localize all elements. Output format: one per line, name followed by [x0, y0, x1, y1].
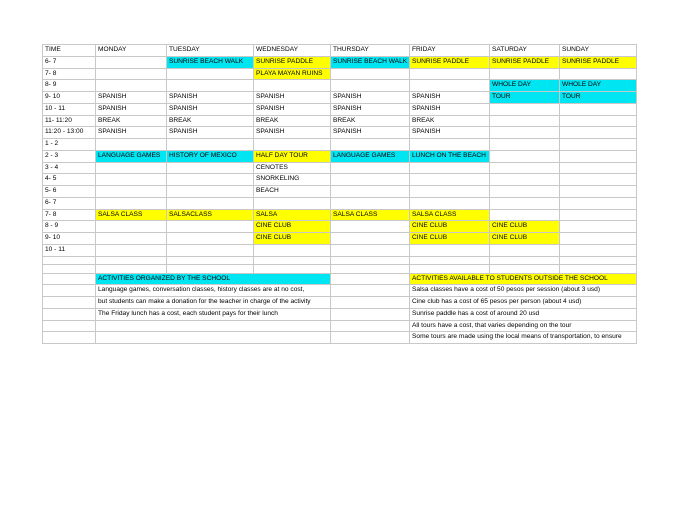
schedule-cell[interactable]: SPANISH: [96, 92, 167, 104]
schedule-cell[interactable]: WHOLE DAY: [490, 80, 560, 92]
schedule-cell[interactable]: BREAK: [410, 115, 490, 127]
header-cell[interactable]: FRIDAY: [410, 45, 490, 57]
schedule-cell[interactable]: LUNCH ON THE BEACH: [410, 150, 490, 162]
empty-cell[interactable]: [167, 265, 254, 274]
schedule-row: [43, 233, 637, 245]
empty-cell[interactable]: [331, 256, 410, 265]
empty-cell[interactable]: [331, 273, 410, 285]
schedule-cell[interactable]: [410, 244, 490, 256]
schedule-cell[interactable]: [96, 197, 167, 209]
schedule-cell[interactable]: [96, 80, 167, 92]
schedule-cell[interactable]: SPANISH: [410, 127, 490, 139]
schedule-cell[interactable]: [560, 186, 637, 198]
time-cell[interactable]: 11- 11:20: [43, 115, 96, 127]
notes-row: [43, 297, 637, 309]
time-cell[interactable]: 4- 5: [43, 174, 96, 186]
empty-cell[interactable]: [43, 297, 96, 309]
header-cell[interactable]: MONDAY: [96, 45, 167, 57]
schedule-cell[interactable]: HISTORY OF MEXICO: [167, 150, 254, 162]
schedule-cell[interactable]: [560, 115, 637, 127]
header-cell[interactable]: WEDNESDAY: [254, 45, 331, 57]
empty-cell[interactable]: [560, 256, 637, 265]
schedule-cell[interactable]: [490, 150, 560, 162]
empty-cell[interactable]: [43, 273, 96, 285]
schedule-cell[interactable]: BREAK: [254, 115, 331, 127]
schedule-cell[interactable]: [560, 139, 637, 151]
schedule-row: [43, 103, 637, 115]
header-cell[interactable]: TIME: [43, 45, 96, 57]
notes-row: [43, 320, 637, 332]
schedule-row: [43, 209, 637, 221]
empty-cell[interactable]: [331, 332, 410, 344]
schedule-row: [43, 197, 637, 209]
schedule-cell[interactable]: [490, 139, 560, 151]
school-note[interactable]: The Friday lunch has a cost, each student pays for their lunch: [96, 308, 331, 320]
schedule-cell[interactable]: [167, 221, 254, 233]
schedule-cell[interactable]: [490, 115, 560, 127]
empty-cell[interactable]: [331, 308, 410, 320]
schedule-cell[interactable]: [96, 221, 167, 233]
schedule-cell[interactable]: CENOTES: [254, 162, 331, 174]
schedule-cell[interactable]: [167, 197, 254, 209]
schedule-cell[interactable]: [410, 139, 490, 151]
schedule-cell[interactable]: SPANISH: [167, 103, 254, 115]
empty-cell[interactable]: [560, 265, 637, 274]
schedule-row: [43, 68, 637, 80]
blank-row: [43, 256, 637, 265]
schedule-cell[interactable]: [560, 68, 637, 80]
time-cell[interactable]: 6- 7: [43, 56, 96, 68]
schedule-cell[interactable]: [490, 186, 560, 198]
header-cell[interactable]: THURSDAY: [331, 45, 410, 57]
empty-cell[interactable]: [43, 285, 96, 297]
schedule-cell[interactable]: [490, 103, 560, 115]
schedule-cell[interactable]: [96, 233, 167, 245]
schedule-cell[interactable]: CINE CLUB: [410, 221, 490, 233]
schedule-cell[interactable]: SPANISH: [254, 92, 331, 104]
schedule-cell[interactable]: [560, 221, 637, 233]
schedule-cell[interactable]: HALF DAY TOUR: [254, 150, 331, 162]
schedule-cell[interactable]: [167, 162, 254, 174]
schedule-cell[interactable]: [560, 103, 637, 115]
schedule-cell[interactable]: CINE CLUB: [490, 221, 560, 233]
time-cell[interactable]: 8- 9: [43, 80, 96, 92]
schedule-cell[interactable]: SUNRISE PADDLE: [410, 56, 490, 68]
time-cell[interactable]: 9- 10: [43, 233, 96, 245]
schedule-cell[interactable]: SPANISH: [96, 103, 167, 115]
schedule-row: [43, 186, 637, 198]
empty-cell[interactable]: [167, 256, 254, 265]
outside-activities-title[interactable]: ACTIVITIES AVAILABLE TO STUDENTS OUTSIDE THE SCHOOL: [410, 273, 637, 285]
time-cell[interactable]: 10 - 11: [43, 103, 96, 115]
schedule-cell[interactable]: [490, 197, 560, 209]
schedule-row: [43, 56, 637, 68]
time-cell[interactable]: 9- 10: [43, 92, 96, 104]
schedule-cell[interactable]: LANGUAGE GAMES: [331, 150, 410, 162]
schedule-cell[interactable]: [560, 150, 637, 162]
schedule-cell[interactable]: SUNRISE PADDLE: [254, 56, 331, 68]
schedule-cell[interactable]: WHOLE DAY: [560, 80, 637, 92]
schedule-row: [43, 162, 637, 174]
schedule-cell[interactable]: SNORKELING: [254, 174, 331, 186]
empty-cell[interactable]: [490, 265, 560, 274]
schedule-cell[interactable]: SALSA CLASS: [331, 209, 410, 221]
schedule-cell[interactable]: [96, 174, 167, 186]
schedule-cell[interactable]: SPANISH: [331, 92, 410, 104]
schedule-cell[interactable]: BREAK: [331, 115, 410, 127]
schedule-cell[interactable]: [167, 80, 254, 92]
time-cell[interactable]: 1 - 2: [43, 139, 96, 151]
schedule-cell[interactable]: CINE CLUB: [254, 233, 331, 245]
empty-cell[interactable]: [331, 265, 410, 274]
empty-cell[interactable]: [43, 332, 96, 344]
outside-note[interactable]: Cine club has a cost of 65 pesos per person (about 4 usd): [410, 297, 637, 309]
notes-row: [43, 308, 637, 320]
school-note[interactable]: [96, 320, 331, 332]
schedule-cell[interactable]: [331, 221, 410, 233]
time-cell[interactable]: 10 - 11: [43, 244, 96, 256]
schedule-cell[interactable]: CINE CLUB: [254, 221, 331, 233]
schedule-cell[interactable]: BREAK: [167, 115, 254, 127]
schedule-cell[interactable]: [410, 68, 490, 80]
schedule-cell[interactable]: [331, 197, 410, 209]
notes-row: [43, 285, 637, 297]
schedule-cell[interactable]: TOUR: [490, 92, 560, 104]
schedule-cell[interactable]: SPANISH: [410, 92, 490, 104]
schedule-cell[interactable]: [560, 233, 637, 245]
schedule-cell[interactable]: SALSA CLASS: [410, 209, 490, 221]
schedule-cell[interactable]: SPANISH: [167, 92, 254, 104]
schedule-cell[interactable]: [490, 174, 560, 186]
time-cell[interactable]: 6- 7: [43, 197, 96, 209]
empty-cell[interactable]: [331, 320, 410, 332]
schedule-cell[interactable]: [410, 80, 490, 92]
schedule-cell[interactable]: [410, 197, 490, 209]
schedule-cell[interactable]: [254, 244, 331, 256]
schedule-cell[interactable]: [331, 244, 410, 256]
schedule-cell[interactable]: SALSA: [254, 209, 331, 221]
schedule-row: [43, 150, 637, 162]
schedule-cell[interactable]: BEACH: [254, 186, 331, 198]
schedule-row: [43, 115, 637, 127]
schedule-cell[interactable]: [96, 139, 167, 151]
schedule-cell[interactable]: [96, 186, 167, 198]
schedule-cell[interactable]: SUNRISE BEACH WALK: [167, 56, 254, 68]
schedule-cell[interactable]: [490, 68, 560, 80]
schedule-row: [43, 139, 637, 151]
schedule-row: [43, 244, 637, 256]
empty-cell[interactable]: [96, 265, 167, 274]
blank-row: [43, 265, 637, 274]
schedule-cell[interactable]: [490, 209, 560, 221]
schedule-cell[interactable]: [490, 244, 560, 256]
schedule-row: [43, 221, 637, 233]
schedule-cell[interactable]: [96, 162, 167, 174]
schedule-cell[interactable]: [167, 174, 254, 186]
empty-cell[interactable]: [43, 265, 96, 274]
schedule-cell[interactable]: SUNRISE PADDLE: [490, 56, 560, 68]
schedule-cell[interactable]: LANGUAGE GAMES: [96, 150, 167, 162]
empty-cell[interactable]: [410, 256, 490, 265]
empty-cell[interactable]: [43, 320, 96, 332]
schedule-cell[interactable]: SPANISH: [331, 103, 410, 115]
schedule-cell[interactable]: SALSA CLASS: [96, 209, 167, 221]
schedule-cell[interactable]: [167, 233, 254, 245]
schedule-cell[interactable]: [96, 56, 167, 68]
school-activities-title[interactable]: ACTIVITIES ORGANIZED BY THE SCHOOL: [96, 273, 331, 285]
schedule-cell[interactable]: [560, 127, 637, 139]
schedule-cell[interactable]: [560, 162, 637, 174]
schedule-cell[interactable]: [410, 162, 490, 174]
schedule-row: [43, 92, 637, 104]
outside-note[interactable]: Sunrise paddle has a cost of around 20 usd: [410, 308, 637, 320]
schedule-cell[interactable]: [167, 186, 254, 198]
schedule-cell[interactable]: [254, 139, 331, 151]
school-note[interactable]: [96, 332, 331, 344]
school-note[interactable]: Language games, conversation classes, history classes are at no cost,: [96, 285, 331, 297]
schedule-cell[interactable]: [560, 197, 637, 209]
time-cell[interactable]: 2 - 3: [43, 150, 96, 162]
schedule-cell[interactable]: [254, 197, 331, 209]
schedule-cell[interactable]: [331, 186, 410, 198]
schedule-cell[interactable]: SPANISH: [410, 103, 490, 115]
schedule-cell[interactable]: [96, 244, 167, 256]
schedule-cell[interactable]: [560, 209, 637, 221]
schedule-table: [42, 44, 637, 344]
schedule-cell[interactable]: [254, 80, 331, 92]
schedule-cell[interactable]: SPANISH: [167, 127, 254, 139]
time-cell[interactable]: 3 - 4: [43, 162, 96, 174]
schedule-cell[interactable]: [331, 162, 410, 174]
schedule-cell[interactable]: SPANISH: [254, 103, 331, 115]
empty-cell[interactable]: [331, 285, 410, 297]
schedule-cell[interactable]: SPANISH: [331, 127, 410, 139]
time-cell[interactable]: 11:20 - 13:00: [43, 127, 96, 139]
schedule-cell[interactable]: CINE CLUB: [490, 233, 560, 245]
schedule-cell[interactable]: [331, 68, 410, 80]
empty-cell[interactable]: [96, 256, 167, 265]
time-cell[interactable]: 8 - 9: [43, 221, 96, 233]
notes-title-row: [43, 273, 637, 285]
school-note[interactable]: but students can make a donation for the teacher in charge of the activity: [96, 297, 331, 309]
schedule-cell[interactable]: [490, 127, 560, 139]
empty-cell[interactable]: [331, 297, 410, 309]
schedule-cell[interactable]: [167, 139, 254, 151]
schedule-cell[interactable]: [331, 80, 410, 92]
schedule-cell[interactable]: [410, 186, 490, 198]
schedule-row: [43, 80, 637, 92]
empty-cell[interactable]: [490, 256, 560, 265]
empty-cell[interactable]: [410, 265, 490, 274]
header-cell[interactable]: SATURDAY: [490, 45, 560, 57]
schedule-cell[interactable]: [560, 174, 637, 186]
schedule-cell[interactable]: PLAYA MAYAN RUINS: [254, 68, 331, 80]
empty-cell[interactable]: [43, 308, 96, 320]
time-cell[interactable]: 7- 8: [43, 68, 96, 80]
schedule-cell[interactable]: SALSACLASS: [167, 209, 254, 221]
schedule-row: [43, 127, 637, 139]
empty-cell[interactable]: [254, 256, 331, 265]
schedule-cell[interactable]: [331, 233, 410, 245]
schedule-cell[interactable]: [560, 244, 637, 256]
schedule-cell[interactable]: [167, 244, 254, 256]
schedule-cell[interactable]: [410, 174, 490, 186]
time-cell[interactable]: 7- 8: [43, 209, 96, 221]
header-cell[interactable]: SUNDAY: [560, 45, 637, 57]
schedule-cell[interactable]: TOUR: [560, 92, 637, 104]
schedule-cell[interactable]: SPANISH: [254, 127, 331, 139]
schedule-cell[interactable]: [331, 174, 410, 186]
schedule-cell[interactable]: CINE CLUB: [410, 233, 490, 245]
time-cell[interactable]: 5- 6: [43, 186, 96, 198]
outside-note[interactable]: Salsa classes have a cost of 50 pesos per session (about 3 usd): [410, 285, 637, 297]
schedule-row: [43, 174, 637, 186]
schedule-cell[interactable]: SPANISH: [96, 127, 167, 139]
schedule-cell[interactable]: [167, 68, 254, 80]
notes-row: [43, 332, 637, 344]
schedule-cell[interactable]: SUNRISE PADDLE: [560, 56, 637, 68]
schedule-cell[interactable]: [96, 68, 167, 80]
outside-note[interactable]: Some tours are made using the local means of transportation, to ensure: [410, 332, 637, 344]
schedule-cell[interactable]: [331, 139, 410, 151]
header-cell[interactable]: TUESDAY: [167, 45, 254, 57]
schedule-cell[interactable]: [490, 162, 560, 174]
empty-cell[interactable]: [254, 265, 331, 274]
outside-note[interactable]: All tours have a cost, that varies depending on the tour: [410, 320, 637, 332]
schedule-cell[interactable]: SUNRISE BEACH WALK: [331, 56, 410, 68]
schedule-cell[interactable]: BREAK: [96, 115, 167, 127]
header-row: [43, 45, 637, 57]
empty-cell[interactable]: [43, 256, 96, 265]
